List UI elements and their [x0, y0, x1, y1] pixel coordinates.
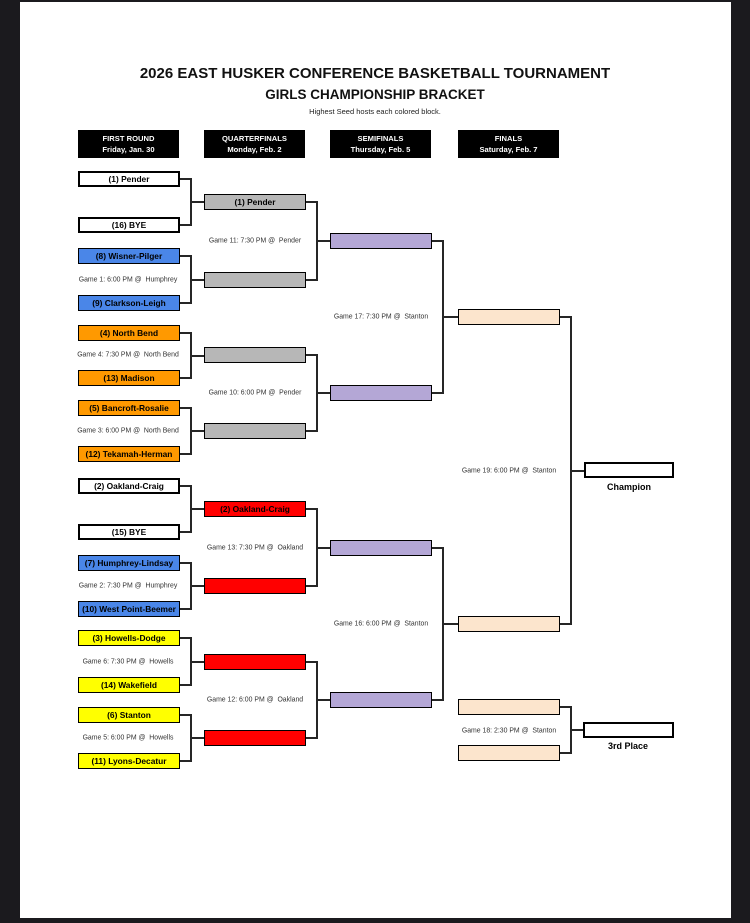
round-header-semifinals — [330, 130, 431, 158]
quarterfinal-slot — [204, 730, 306, 746]
first-round-team-wakefield: (14) Wakefield — [78, 677, 180, 693]
first-round-team-west-point-beemer: (10) West Point-Beemer — [78, 601, 180, 617]
semifinal-slot — [330, 233, 432, 249]
connector-line — [192, 355, 204, 357]
semifinal-slot — [330, 692, 432, 708]
connector-line — [192, 201, 204, 203]
connector-line — [192, 737, 204, 739]
first-round-team-wisner-pilger: (8) Wisner-Pilger — [78, 248, 180, 264]
game-5-note: Game 5: 6:00 PM @ Howells — [82, 734, 174, 742]
connector-line — [192, 430, 204, 432]
game-18-note: Game 18: 2:30 PM @ Stanton — [461, 727, 557, 735]
first-round-team-oakland-craig: (2) Oakland-Craig — [78, 478, 180, 494]
semifinal-slot — [330, 540, 432, 556]
final-slot — [458, 616, 560, 632]
game-2-note: Game 2: 7:30 PM @ Humphrey — [78, 582, 178, 590]
first-round-team-tekamah-herman: (12) Tekamah-Herman — [78, 446, 180, 462]
quarterfinal-slot — [204, 272, 306, 288]
champion-caption: Champion — [607, 482, 651, 492]
connector-line — [192, 661, 204, 663]
game-4-note: Game 4: 7:30 PM @ North Bend — [77, 351, 179, 359]
semifinal-slot — [330, 385, 432, 401]
round-header-finals — [458, 130, 559, 158]
connector-line — [192, 585, 204, 587]
connector-line — [572, 470, 584, 472]
first-round-team-bye: (16) BYE — [78, 217, 180, 233]
third-place-caption: 3rd Place — [607, 741, 649, 751]
connector-line — [444, 623, 458, 625]
game-1-note: Game 1: 6:00 PM @ Humphrey — [78, 276, 178, 284]
round-label: QUARTERFINALS — [222, 134, 287, 143]
champion-box — [584, 462, 674, 478]
connector-line — [318, 547, 330, 549]
first-round-team-lyons-decatur: (11) Lyons-Decatur — [78, 753, 180, 769]
quarterfinal-slot — [204, 654, 306, 670]
connector-line — [318, 240, 330, 242]
connector-line — [444, 316, 458, 318]
first-round-team-humphrey-lindsay: (7) Humphrey-Lindsay — [78, 555, 180, 571]
first-round-team-howells-dodge: (3) Howells-Dodge — [78, 630, 180, 646]
third-place-box — [583, 722, 674, 738]
game-13-note: Game 13: 7:30 PM @ Oakland — [206, 544, 304, 552]
first-round-team-stanton: (6) Stanton — [78, 707, 180, 723]
game-12-note: Game 12: 6:00 PM @ Oakland — [206, 696, 304, 704]
round-date: Thursday, Feb. 5 — [350, 145, 411, 154]
game-10-note: Game 10: 6:00 PM @ Pender — [208, 389, 302, 397]
game-11-note: Game 11: 7:30 PM @ Pender — [208, 237, 302, 245]
game-19-note: Game 19: 6:00 PM @ Stanton — [461, 467, 557, 475]
first-round-team-clarkson-leigh: (9) Clarkson-Leigh — [78, 295, 180, 311]
game-6-note: Game 6: 7:30 PM @ Howells — [82, 658, 174, 666]
page-title: 2026 EAST HUSKER CONFERENCE BASKETBALL TOURNAMENT — [139, 65, 611, 82]
round-label: FINALS — [494, 134, 523, 143]
third-place-slot — [458, 699, 560, 715]
quarterfinal-slot-pender: (1) Pender — [204, 194, 306, 210]
connector-line — [318, 699, 330, 701]
first-round-team-madison: (13) Madison — [78, 370, 180, 386]
game-16-note: Game 16: 6:00 PM @ Stanton — [333, 620, 429, 628]
final-slot — [458, 309, 560, 325]
round-header-quarterfinals — [204, 130, 305, 158]
round-date: Monday, Feb. 2 — [227, 145, 282, 154]
connector-line — [318, 392, 330, 394]
round-header-first-round — [78, 130, 179, 158]
first-round-team-north-bend: (4) North Bend — [78, 325, 180, 341]
quarterfinal-slot — [204, 347, 306, 363]
first-round-team-bye: (15) BYE — [78, 524, 180, 540]
first-round-team-bancroft-rosalie: (5) Bancroft-Rosalie — [78, 400, 180, 416]
quarterfinal-slot-oakland-craig: (2) Oakland-Craig — [204, 501, 306, 517]
round-label: SEMIFINALS — [357, 134, 404, 143]
quarterfinal-slot — [204, 423, 306, 439]
game-17-note: Game 17: 7:30 PM @ Stanton — [333, 313, 429, 321]
round-date: Friday, Jan. 30 — [102, 145, 155, 154]
connector-line — [192, 279, 204, 281]
third-place-slot — [458, 745, 560, 761]
round-label: FIRST ROUND — [102, 134, 155, 143]
game-3-note: Game 3: 6:00 PM @ North Bend — [77, 427, 179, 435]
connector-line — [192, 508, 204, 510]
page-subtitle: GIRLS CHAMPIONSHIP BRACKET — [265, 87, 485, 102]
quarterfinal-slot — [204, 578, 306, 594]
page-note: Highest Seed hosts each colored block. — [309, 107, 441, 116]
connector-line — [572, 729, 583, 731]
round-date: Saturday, Feb. 7 — [479, 145, 538, 154]
first-round-team-pender: (1) Pender — [78, 171, 180, 187]
